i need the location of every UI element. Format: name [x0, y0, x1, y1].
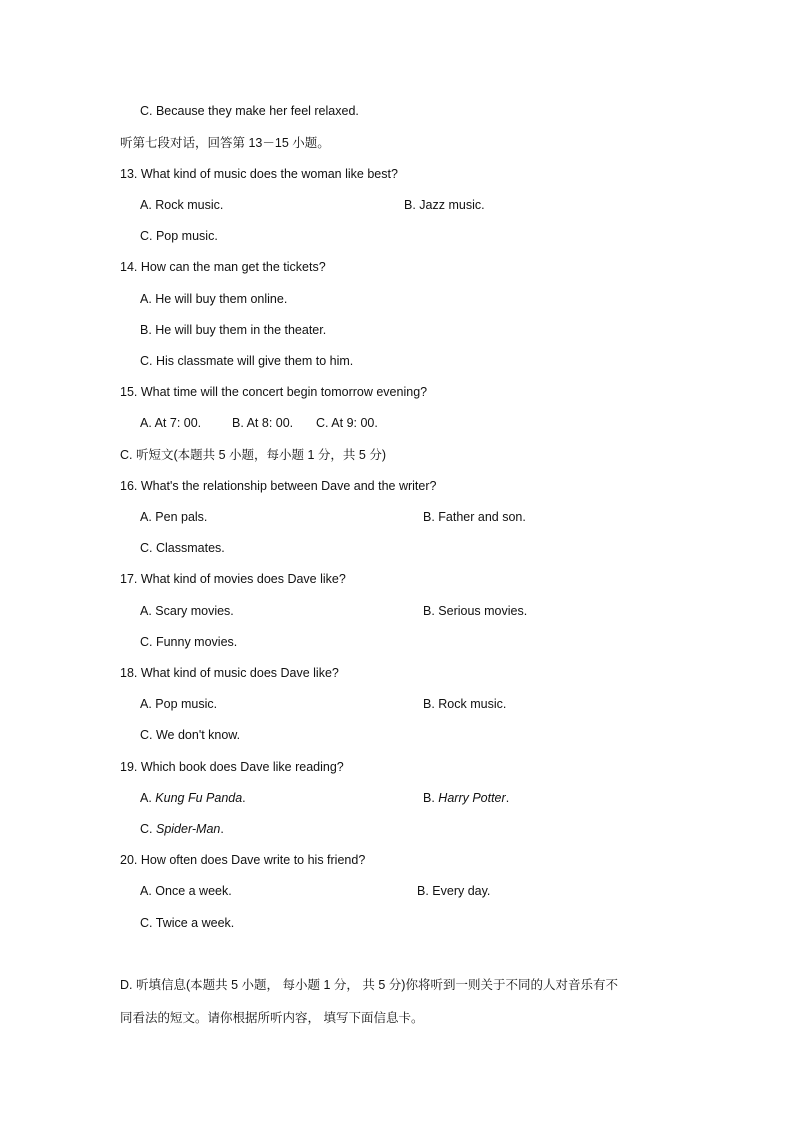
- q19-option-a-title: Kung Fu Panda: [155, 791, 243, 805]
- q15-option-a: A. At 7: 00.: [140, 416, 202, 430]
- q12-option-c: C. Because they make her feel relaxed.: [140, 104, 359, 118]
- q19-option-a-period: .: [242, 791, 246, 805]
- q14-option-b: B. He will buy them in the theater.: [140, 323, 327, 337]
- q17-option-c: C. Funny movies.: [140, 635, 238, 649]
- q18-option-a: A. Pop music.: [140, 697, 218, 711]
- q19-option-b-title: Harry Potter: [438, 791, 506, 805]
- q15-question: 15. What time will the concert begin tomorrow evening?: [120, 385, 428, 399]
- q16-option-c: C. Classmates.: [140, 541, 225, 555]
- q16-option-b: B. Father and son.: [423, 510, 526, 524]
- q14-option-c: C. His classmate will give them to him.: [140, 354, 354, 368]
- q20-option-a: A. Once a week.: [140, 884, 232, 898]
- q19-option-a-prefix: A.: [140, 791, 156, 805]
- part-d-instruction-line1: D. 听填信息(本题共 5 小题， 每小题 1 分， 共 5 分)你将听到一则关于不同的人对音乐有不: [120, 978, 618, 992]
- q16-option-a: A. Pen pals.: [140, 510, 208, 524]
- q20-question: 20. How often does Dave write to his friend?: [120, 853, 366, 867]
- q16-question: 16. What's the relationship between Dave and the writer?: [120, 479, 437, 493]
- part-c-heading: C. 听短文(本题共 5 小题，每小题 1 分，共 5 分): [120, 448, 386, 462]
- q17-option-a: A. Scary movies.: [140, 604, 234, 618]
- q19-option-c-title: Spider-Man: [155, 822, 221, 836]
- q19-option-c-prefix: C.: [140, 822, 156, 836]
- q15-option-b: B. At 8: 00.: [232, 416, 294, 430]
- q13-option-c: C. Pop music.: [140, 229, 218, 243]
- section-seven-instruction: 听第七段对话，回答第 13－15 小题。: [120, 136, 330, 150]
- q13-option-b: B. Jazz music.: [404, 198, 485, 212]
- q20-option-c: C. Twice a week.: [140, 916, 235, 930]
- q13-option-a: A. Rock music.: [140, 198, 224, 212]
- q13-question: 13. What kind of music does the woman like best?: [120, 167, 398, 181]
- q18-question: 18. What kind of music does Dave like?: [120, 666, 339, 680]
- q19-option-c-period: .: [220, 822, 224, 836]
- q19-option-b-prefix: B.: [423, 791, 439, 805]
- q18-option-c: C. We don't know.: [140, 728, 241, 742]
- q20-option-b: B. Every day.: [417, 884, 491, 898]
- q18-option-b: B. Rock music.: [423, 697, 507, 711]
- q19-question: 19. Which book does Dave like reading?: [120, 760, 344, 774]
- part-d-instruction-line2: 同看法的短文。请你根据所听内容， 填写下面信息卡。: [120, 1011, 424, 1025]
- q17-option-b: B. Serious movies.: [423, 604, 528, 618]
- q14-question: 14. How can the man get the tickets?: [120, 260, 326, 274]
- q19-option-c: [140, 821, 224, 837]
- q14-option-a: A. He will buy them online.: [140, 292, 288, 306]
- q19-option-b: [423, 790, 509, 806]
- q15-option-c: C. At 9: 00.: [316, 416, 378, 430]
- q19-option-b-period: .: [505, 791, 510, 805]
- q17-question: 17. What kind of movies does Dave like?: [120, 572, 346, 586]
- q19-option-a: [140, 790, 246, 806]
